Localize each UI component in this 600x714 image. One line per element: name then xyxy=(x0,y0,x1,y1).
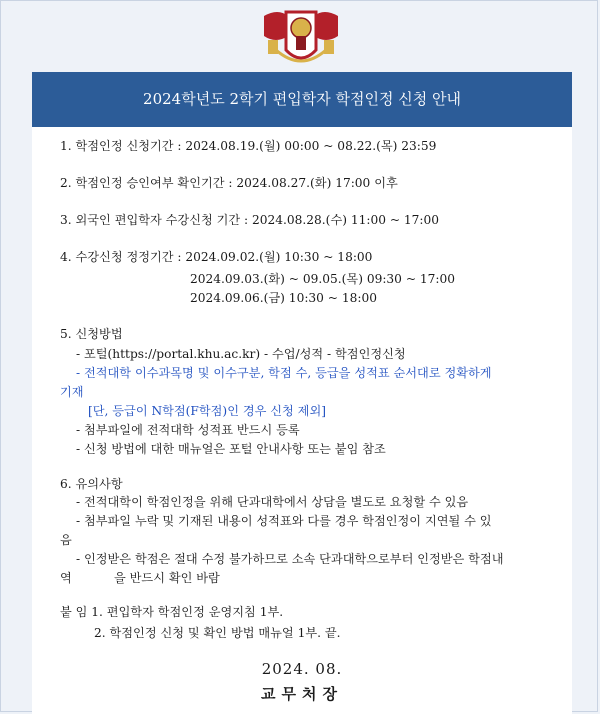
notice-body xyxy=(32,127,572,714)
attach-transcript: - 첨부파일에 전적대학 성적표 반드시 등록 xyxy=(76,423,300,437)
grade-exclusion-note: [단, 등급이 N학점(F학점)인 경우 신청 제외] xyxy=(88,404,326,418)
attachment-2: 2. 학점인정 신청 및 확인 방법 매뉴얼 1부. 끝. xyxy=(94,626,341,640)
manual-reference: - 신청 방법에 대한 매뉴얼은 포털 안내사항 또는 붙임 참조 xyxy=(76,442,386,456)
note-delay: - 첨부파일 누락 및 기재된 내용이 성적표와 다를 경우 학점인정이 지연될 수 있 xyxy=(76,514,492,528)
note-consultation: - 전적대학이 학점인정을 위해 단과대학에서 상담을 별도로 요청할 수 있음 xyxy=(76,495,469,509)
issue-date: 2024. 08. xyxy=(261,660,343,678)
page-title: 2024학년도 2학기 편입학자 학점인정 신청 안내 xyxy=(32,72,572,127)
note-no-change-cont: 역 xyxy=(60,571,72,585)
section-notes: 6. 유의사항 xyxy=(60,477,123,491)
entry-instruction-cont: 기재 xyxy=(60,385,84,399)
note-no-change: - 인정받은 학점은 절대 수정 불가하므로 소속 단과대학으로부터 인정받은 학점내 xyxy=(76,552,504,566)
university-emblem-icon xyxy=(258,6,344,72)
note-delay-cont: 음 xyxy=(60,533,72,547)
correction-period: 4. 수강신청 정정기간 : 2024.09.02.(월) 10:30 ~ 18:00 xyxy=(60,250,373,264)
apply-period: 1. 학점인정 신청기간 : 2024.08.19.(월) 00:00 ~ 08.22.(목) 23:59 xyxy=(60,139,437,153)
approval-check-period: 2. 학점인정 승인여부 확인기간 : 2024.08.27.(화) 17:00 이후 xyxy=(60,176,398,190)
attachment-1: 붙 임 1. 편입학자 학점인정 운영지침 1부. xyxy=(60,605,284,619)
section-how-to-apply: 5. 신청방법 xyxy=(60,327,123,341)
entry-instruction: - 전적대학 이수과목명 및 이수구분, 학점 수, 등급을 성적표 순서대로 정확하게 xyxy=(76,366,492,380)
correction-period-2: 2024.09.03.(화) ~ 09.05.(목) 09:30 ~ 17:00 xyxy=(190,272,456,286)
foreign-registration-period: 3. 외국인 편입학자 수강신청 기간 : 2024.08.28.(수) 11:00 ~ 17:00 xyxy=(60,213,440,227)
issuer-signature: 교무처장 xyxy=(261,685,343,703)
correction-period-3: 2024.09.06.(금) 10:30 ~ 18:00 xyxy=(190,291,378,305)
note-no-change-cont2: 을 반드시 확인 바람 xyxy=(114,571,220,585)
portal-path: - 포털(https://portal.khu.ac.kr) - 수업/성적 - 학점인정신청 xyxy=(76,347,406,361)
